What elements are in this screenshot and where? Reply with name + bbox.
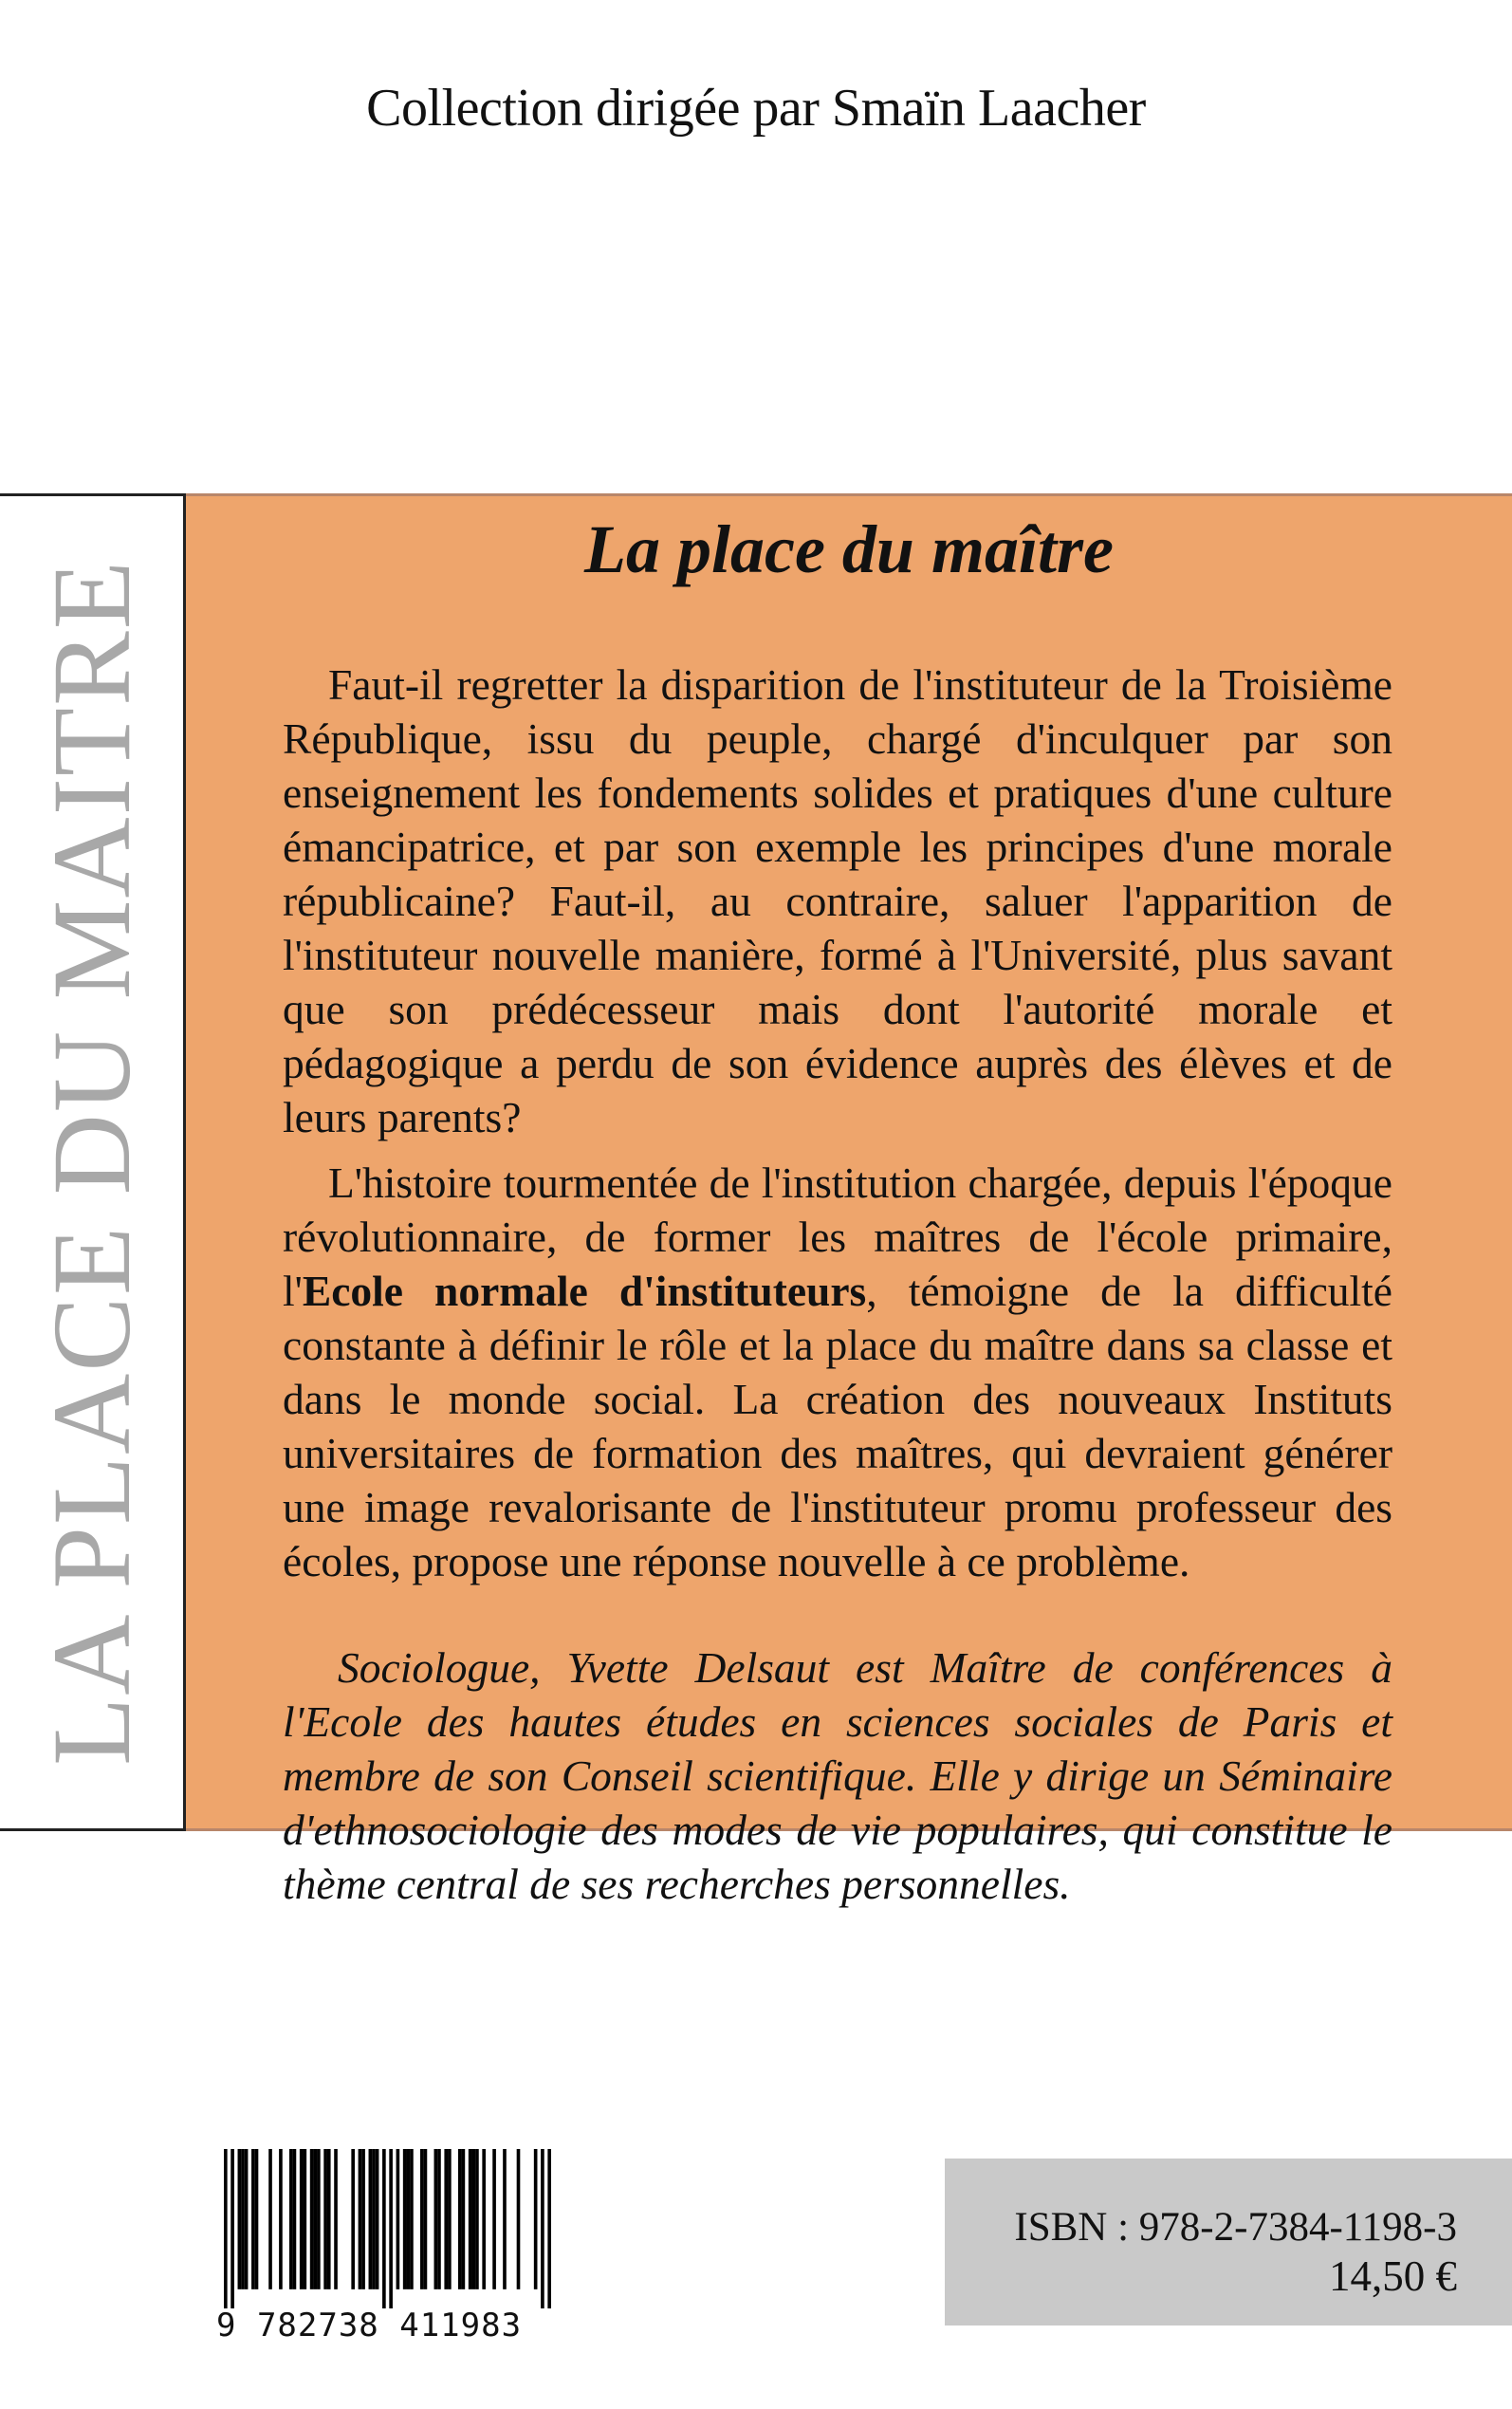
- barcode-bar: [410, 2149, 414, 2289]
- barcode-bar: [475, 2149, 479, 2289]
- barcode-bars: [224, 2149, 551, 2308]
- barcode-bar: [361, 2149, 365, 2289]
- isbn-number: ISBN : 978-2-7384-1198-3: [1014, 2205, 1457, 2250]
- barcode-bar: [351, 2149, 355, 2289]
- barcode-bar: [304, 2149, 307, 2289]
- barcode-bar: [251, 2149, 255, 2289]
- barcode-bar: [458, 2149, 462, 2289]
- barcode-digits: 9 782738 411983: [216, 2307, 523, 2344]
- barcode-bar: [230, 2149, 234, 2308]
- barcode-bar: [434, 2149, 438, 2289]
- barcode-bar: [300, 2149, 304, 2289]
- paragraph-2-bold: Ecole normale d'instituteurs: [302, 1267, 867, 1315]
- barcode-bar: [403, 2149, 407, 2289]
- spine-box: [0, 493, 186, 1831]
- barcode-bar: [313, 2149, 317, 2289]
- summary-panel: [186, 493, 1512, 1908]
- barcode-bar: [437, 2149, 441, 2289]
- barcode-bar: [482, 2149, 486, 2289]
- barcode-bar: [224, 2149, 228, 2308]
- barcode-bar: [369, 2149, 373, 2289]
- barcode-bar: [396, 2149, 400, 2289]
- barcode-bar: [359, 2149, 362, 2289]
- barcode-bar: [279, 2149, 283, 2289]
- barcode-bar: [382, 2149, 386, 2308]
- barcode-bar: [541, 2149, 544, 2308]
- barcode-bar: [317, 2149, 321, 2289]
- author-bio: Sociologue, Yvette Delsaut est Maître de conférences à l'Ecole des hautes études en sciences sociales de Paris et membre de son Conseil scientifique. Elle y dirige un Séminaire d'ethnosociologie des modes de vie populaires, qui constitue le thème central de ses recherches personnelles.: [283, 1643, 1392, 1908]
- barcode-bar: [547, 2149, 551, 2308]
- barcode-bar: [389, 2149, 393, 2308]
- barcode-bar: [424, 2149, 428, 2289]
- barcode-bar: [372, 2149, 376, 2289]
- barcode-bar: [444, 2149, 448, 2289]
- barcode-bar: [420, 2149, 424, 2289]
- barcode-bar: [255, 2149, 259, 2289]
- book-title: La place du maître: [584, 511, 1114, 587]
- barcode-bar: [376, 2149, 379, 2289]
- barcode-bar: [448, 2149, 452, 2289]
- barcode-bar: [334, 2149, 338, 2289]
- barcode-bar: [310, 2149, 314, 2289]
- barcode-bar: [517, 2149, 521, 2289]
- barcode-bar: [503, 2149, 507, 2289]
- barcode-bar: [471, 2149, 475, 2289]
- barcode-bar: [238, 2149, 242, 2289]
- paragraph-1: Faut-il regretter la disparition de l'instituteur de la Troisième République, issu du peuple, chargé d'inculquer par son enseignement les fondements solides et pratiques d'une culture émancipatrice, et par son exemple les principes d'une morale républicaine? Faut-il, au contraire, saluer l'apparition de l'instituteur nouvelle manière, formé à l'Université, plus savant que son prédécesseur mais dont l'autorité morale et pédagogique a perdu de son évidence auprès des élèves et de leurs parents?: [283, 660, 1392, 1141]
- paragraph-2: [283, 1156, 1392, 1588]
- price: 14,50 €: [1329, 2252, 1457, 2300]
- body-text: [283, 658, 1392, 1911]
- barcode-bar: [241, 2149, 245, 2289]
- barcode-bar: [323, 2149, 327, 2289]
- paragraph-2-end: , témoigne de la difficulté constante à définir le rôle et la place du maître dans sa classe et dans le monde social. La création des nouveaux Instituts universitaires de formation des maîtres, qui devraient générer une image revalorisante de l'instituteur promu professeur des écoles, propose une réponse nouvelle à ce problème.: [283, 1267, 1392, 1585]
- barcode-bar: [268, 2149, 272, 2289]
- barcode-bar: [492, 2149, 496, 2289]
- barcode-bar: [462, 2149, 466, 2289]
- spine-title: LA PLACE DU MAITRE: [28, 559, 154, 1766]
- collection-line: Collection dirigée par Smaïn Laacher: [366, 79, 1146, 138]
- barcode-bar: [289, 2149, 293, 2289]
- barcode-bar: [327, 2149, 331, 2289]
- barcode-bar: [293, 2149, 297, 2289]
- barcode-bar: [469, 2149, 472, 2289]
- barcode-bar: [245, 2149, 249, 2289]
- barcode: [216, 2149, 551, 2344]
- barcode-bar: [406, 2149, 410, 2289]
- barcode-bar: [534, 2149, 538, 2289]
- isbn-box: [945, 2159, 1512, 2326]
- paragraph-2-start: L'histoire tourmentée de l'institution chargée, depuis l'époque révolutionnaire, de former les maîtres de l'école primaire, l': [283, 1158, 1392, 1315]
